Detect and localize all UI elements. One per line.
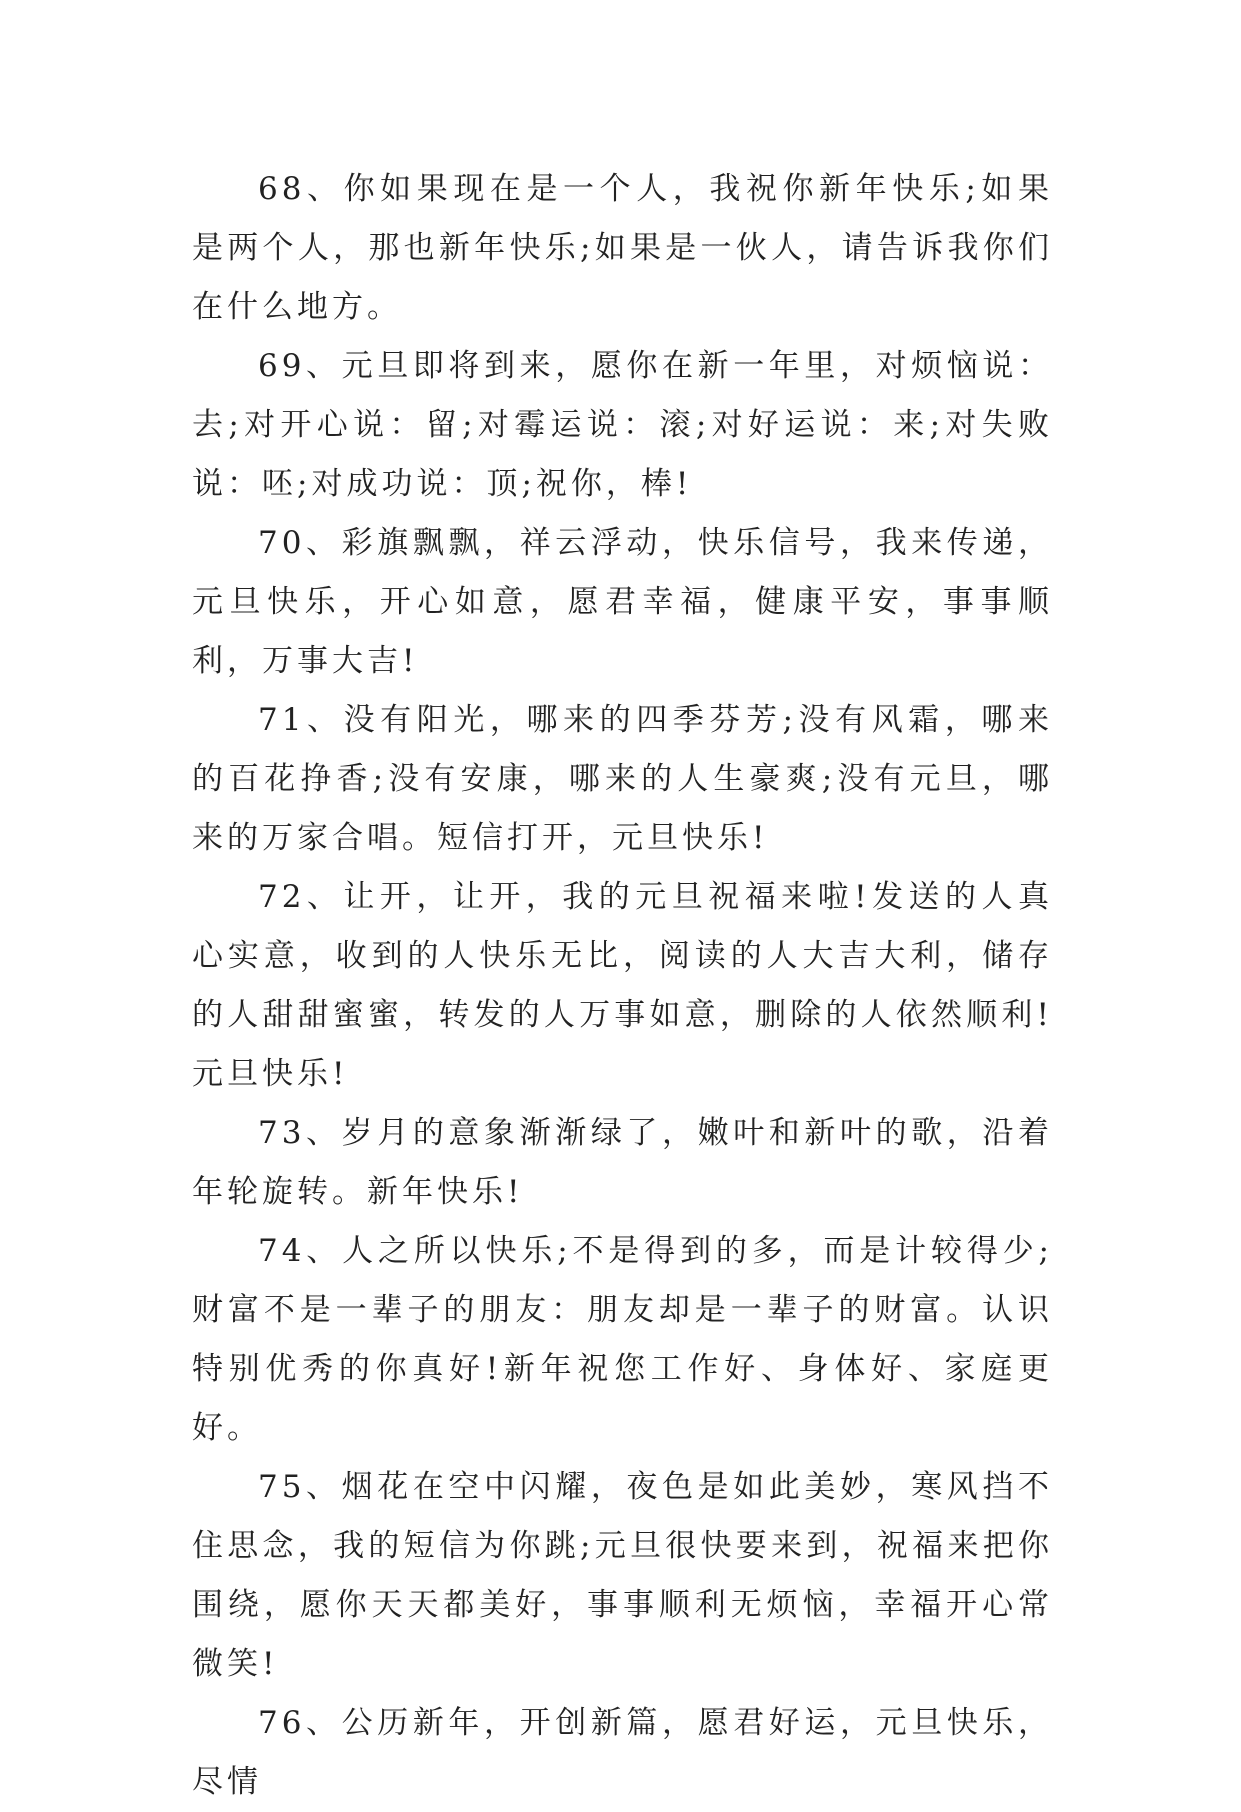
paragraph-73: 73、岁月的意象渐渐绿了，嫩叶和新叶的歌，沿着年轮旋转。新年快乐! <box>192 1115 1053 1210</box>
paragraph-75: 75、烟花在空中闪耀，夜色是如此美妙，寒风挡不住思念，我的短信为你跳;元旦很快要来到，祝福来把你围绕，愿你天天都美好，事事顺利无烦恼，幸福开心常微笑! <box>192 1469 1053 1682</box>
paragraph-69: 69、元旦即将到来，愿你在新一年里，对烦恼说：去;对开心说：留;对霉运说：滚;对好运说：来;对失败说：呸;对成功说：顶;祝你，棒! <box>192 348 1053 502</box>
paragraph-71: 71、没有阳光，哪来的四季芬芳;没有风霜，哪来的百花挣香;没有安康，哪来的人生豪爽;没有元旦，哪来的万家合唱。短信打开，元旦快乐! <box>192 702 1053 856</box>
paragraph-68: 68、你如果现在是一个人，我祝你新年快乐;如果是两个人，那也新年快乐;如果是一伙人，请告诉我你们在什么地方。 <box>192 171 1053 325</box>
document-body <box>192 160 1053 1812</box>
paragraph-70: 70、彩旗飘飘，祥云浮动，快乐信号，我来传递，元旦快乐，开心如意，愿君幸福，健康平安，事事顺利，万事大吉! <box>192 525 1053 679</box>
paragraph-72: 72、让开，让开，我的元旦祝福来啦!发送的人真心实意，收到的人快乐无比，阅读的人大吉大利，储存的人甜甜蜜蜜，转发的人万事如意，删除的人依然顺利!元旦快乐! <box>192 879 1053 1092</box>
paragraph-76: 76、公历新年，开创新篇，愿君好运，元旦快乐，尽情 <box>192 1705 1053 1800</box>
paragraph-74: 74、人之所以快乐;不是得到的多，而是计较得少;财富不是一辈子的朋友：朋友却是一辈子的财富。认识特别优秀的你真好!新年祝您工作好、身体好、家庭更好。 <box>192 1233 1053 1446</box>
